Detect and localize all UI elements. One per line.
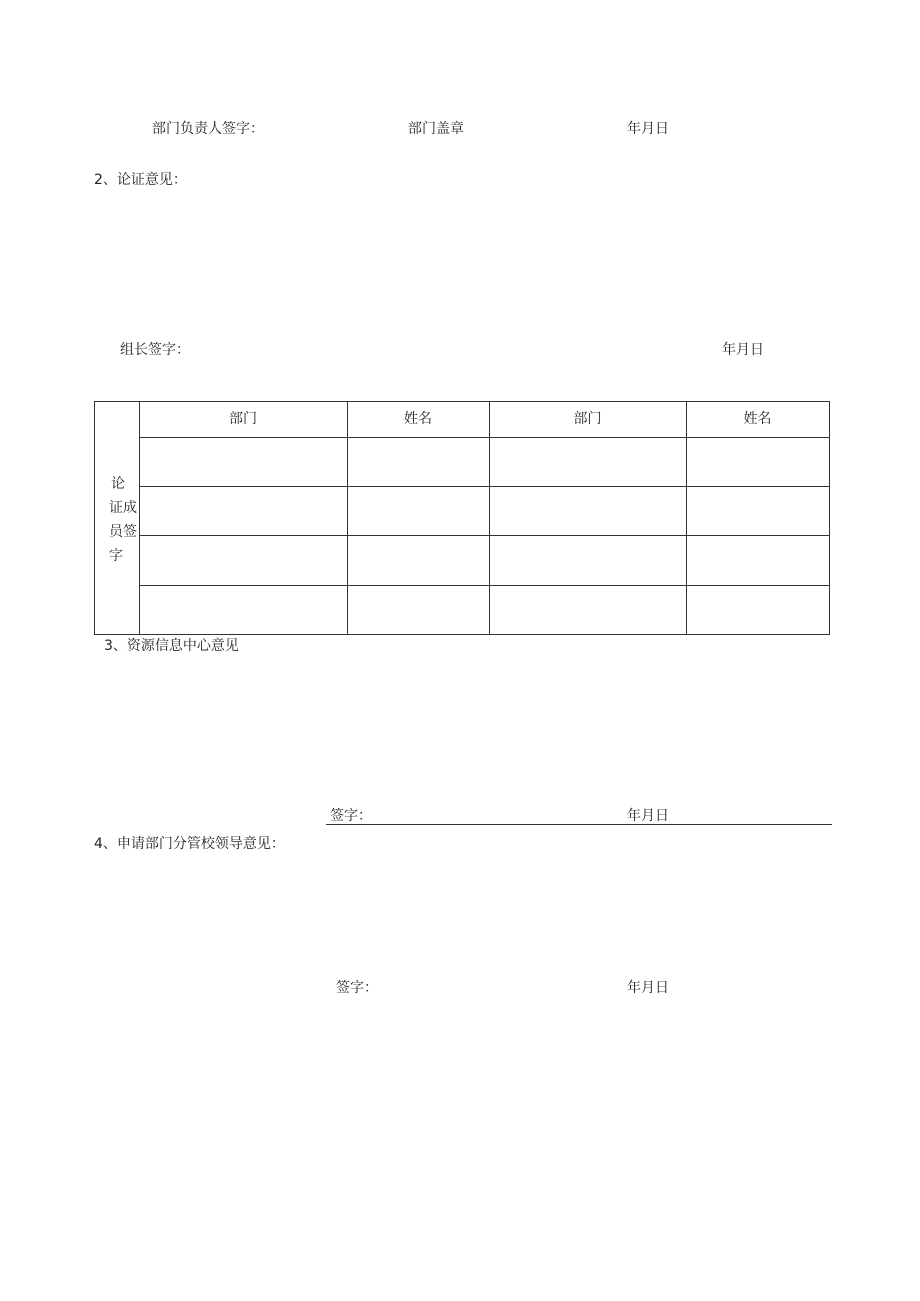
table-cell[interactable] xyxy=(687,536,829,585)
table-cell[interactable] xyxy=(687,438,829,486)
table-cell[interactable] xyxy=(348,586,489,634)
leader-signature-label: 组长签字： xyxy=(120,342,190,358)
side-label-line: 员签 xyxy=(109,524,137,540)
signature-underline xyxy=(326,824,832,825)
table-cell[interactable] xyxy=(348,536,489,585)
side-label-line: 字 xyxy=(109,548,123,564)
section2-heading: 2、论证意见： xyxy=(94,172,187,188)
date-label-4: 年月日 xyxy=(627,980,669,996)
table-cell[interactable] xyxy=(490,487,686,535)
dept-head-signature-label: 部门负责人签字： xyxy=(152,121,264,137)
section3-signature-label: 签字： xyxy=(330,808,372,824)
header-name: 姓名 xyxy=(404,411,432,427)
table-cell[interactable] xyxy=(140,487,347,535)
side-label-line: 论 xyxy=(111,476,125,492)
table-side-label xyxy=(105,472,137,568)
section4-signature-label: 签字： xyxy=(336,980,378,996)
table-cell[interactable] xyxy=(687,487,829,535)
dept-seal-label: 部门盖章 xyxy=(408,121,464,137)
section4-heading: 4、申请部门分管校领导意见： xyxy=(94,836,285,852)
header-department: 部门 xyxy=(573,411,602,427)
table-cell[interactable] xyxy=(490,536,686,585)
header-department: 部门 xyxy=(229,411,257,427)
table-cell[interactable] xyxy=(348,438,489,486)
table-cell[interactable] xyxy=(490,438,686,486)
table-cell[interactable] xyxy=(348,487,489,535)
date-label-2: 年月日 xyxy=(722,342,764,358)
signature-table xyxy=(94,401,830,635)
date-label-3: 年月日 xyxy=(627,808,669,824)
table-cell[interactable] xyxy=(140,536,347,585)
header-name: 姓名 xyxy=(743,411,772,427)
date-label-1: 年月日 xyxy=(627,121,669,137)
section3-heading: 3、资源信息中心意见 xyxy=(104,638,239,654)
table-cell[interactable] xyxy=(140,586,347,634)
table-cell[interactable] xyxy=(140,438,347,486)
table-cell[interactable] xyxy=(687,586,829,634)
side-label-line: 证成 xyxy=(109,500,137,516)
table-cell[interactable] xyxy=(490,586,686,634)
